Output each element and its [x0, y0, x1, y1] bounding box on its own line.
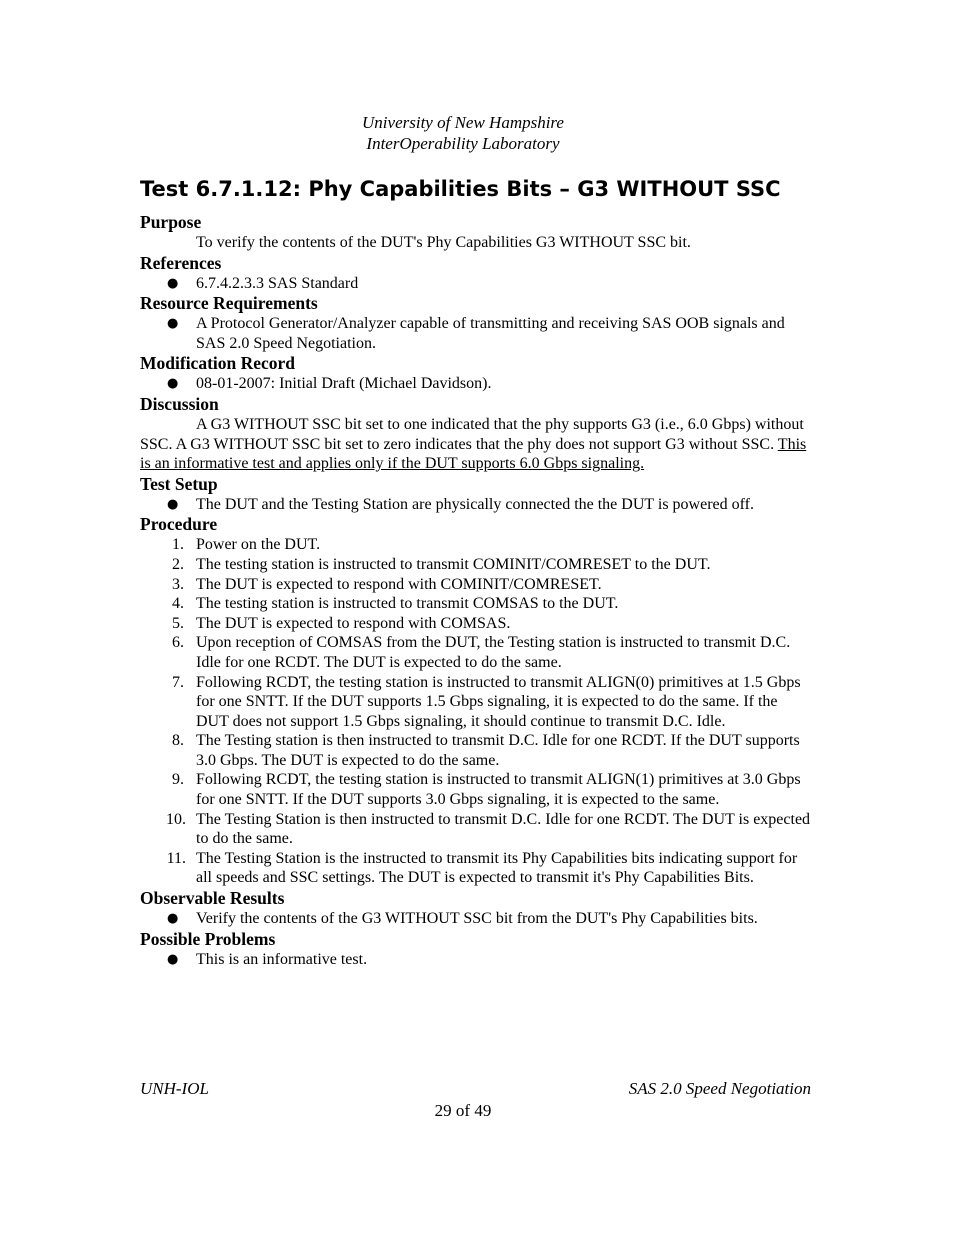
step-number: 1. [172, 536, 184, 554]
discussion-text [140, 415, 812, 474]
list-item [140, 495, 812, 515]
document-body [140, 212, 812, 969]
observable-heading: Observable Results [140, 888, 285, 909]
list-item-text: The DUT and the Testing Station are physically connected the the DUT is powered off. [196, 495, 754, 513]
purpose-text [140, 233, 812, 253]
discussion-underlined: This is an informative test and applies only if the DUT supports 6.0 Gbps signaling. [140, 435, 807, 473]
list-item-text: 6.7.4.2.3.3 SAS Standard [196, 274, 359, 292]
purpose-heading: Purpose [140, 212, 202, 232]
list-item-text: 08-01-2007: Initial Draft (Michael Davidson). [196, 375, 492, 393]
step-number: 3. [172, 575, 184, 593]
procedure-step [140, 849, 812, 888]
list-item-text: Verify the contents of the G3 WITHOUT SSC bit from the DUT's Phy Capabilities bits. [196, 910, 758, 928]
procedure-step [140, 555, 812, 575]
list-item [140, 374, 812, 394]
step-text: Following RCDT, the testing station is instructed to transmit ALIGN(1) primitives at 3.0 Gbps for one SNTT. If the DUT supports 3.0 Gbps signaling, it is expected to the same. [196, 771, 801, 809]
step-number: 11. [166, 849, 186, 867]
footer-doc-title: SAS 2.0 Speed Negotiation [628, 1079, 811, 1098]
bullet-icon: ● [167, 496, 179, 512]
problems-heading: Possible Problems [140, 928, 276, 949]
resources-list [140, 314, 812, 353]
list-item [140, 274, 812, 294]
test-setup-heading: Test Setup [140, 473, 218, 494]
list-item-text: A Protocol Generator/Analyzer capable of transmitting and receiving SAS OOB signals and SAS 2.0 Speed Negotiation. [196, 315, 785, 352]
header-university: University of New Hampshire [362, 113, 564, 132]
test-title: Test 6.7.1.12: Phy Capabilities Bits – G3 WITHOUT SSC [140, 177, 781, 201]
discussion-body: A G3 WITHOUT SSC bit set to one indicated that the phy supports G3 (i.e., 6.0 Gbps) without SSC. A G3 WITHOUT SSC bit set to zero indicates that the phy does not support G3 without SSC. [140, 415, 804, 453]
procedure-step [140, 673, 812, 732]
procedure-step [140, 731, 812, 770]
modification-list [140, 374, 812, 394]
step-number: 10. [166, 810, 186, 828]
procedure-step [140, 535, 812, 555]
step-number: 6. [172, 634, 184, 652]
list-item [140, 950, 812, 970]
step-number: 4. [172, 595, 184, 613]
modification-heading: Modification Record [140, 353, 296, 374]
page-number: 29 of 49 [434, 1101, 492, 1120]
step-number: 9. [172, 771, 184, 789]
references-list [140, 274, 812, 294]
step-text: The DUT is expected to respond with COMINIT/COMRESET. [196, 575, 602, 593]
bullet-icon: ● [167, 376, 179, 392]
step-text: The DUT is expected to respond with COMSAS. [196, 614, 511, 632]
bullet-icon: ● [167, 316, 179, 332]
step-text: The testing station is instructed to transmit COMINIT/COMRESET to the DUT. [196, 555, 711, 573]
step-text: The testing station is instructed to transmit COMSAS to the DUT. [196, 595, 619, 613]
observable-list [140, 909, 812, 929]
step-number: 5. [172, 614, 184, 632]
resources-heading: Resource Requirements [140, 293, 318, 314]
step-text: Upon reception of COMSAS from the DUT, the Testing station is instructed to transmit D.C. Idle for one RCDT. The DUT is expected to do the same. [196, 634, 791, 671]
step-text: The Testing Station is the instructed to transmit its Phy Capabilities bits indicating support for all speeds and SSC settings. The DUT is expected to transmit it's Phy Capabilities Bits. [196, 849, 798, 887]
procedure-heading: Procedure [140, 514, 218, 535]
procedure-step [140, 575, 812, 595]
list-item [140, 909, 812, 929]
list-item-text: This is an informative test. [196, 950, 368, 968]
procedure-step [140, 614, 812, 634]
page-header [0, 112, 926, 154]
footer-org: UNH-IOL [140, 1079, 209, 1098]
step-text: The Testing station is then instructed to transmit D.C. Idle for one RCDT. If the DUT supports 3.0 Gbps. The DUT is expected to do the same. [196, 732, 800, 769]
procedure-step [140, 770, 812, 809]
step-number: 8. [172, 732, 184, 750]
list-item [140, 314, 812, 353]
test-setup-list [140, 495, 812, 515]
discussion-heading: Discussion [140, 393, 219, 414]
bullet-icon: ● [167, 275, 179, 291]
step-text: Following RCDT, the testing station is instructed to transmit ALIGN(0) primitives at 1.5 Gbps for one SNTT. If the DUT supports 1.5 Gbps signaling, it is expected to do the same. If the DUT does not support 1.5 Gbps signaling, it should continue to transmit D.C. Idle. [196, 673, 801, 730]
step-number: 7. [172, 673, 184, 691]
step-number: 2. [172, 555, 184, 573]
purpose-text-line: To verify the contents of the DUT's Phy Capabilities G3 WITHOUT SSC bit. [196, 234, 691, 251]
step-text: Power on the DUT. [196, 536, 321, 554]
procedure-step [140, 594, 812, 614]
procedure-step [140, 633, 812, 672]
header-lab: InterOperability Laboratory [366, 134, 560, 153]
bullet-icon: ● [167, 951, 179, 967]
problems-list [140, 950, 812, 970]
procedure-list [140, 535, 812, 888]
references-heading: References [140, 252, 222, 273]
step-text: The Testing Station is then instructed to transmit D.C. Idle for one RCDT. The DUT is expected to do the same. [196, 810, 811, 848]
procedure-step [140, 810, 812, 849]
bullet-icon: ● [167, 911, 179, 927]
